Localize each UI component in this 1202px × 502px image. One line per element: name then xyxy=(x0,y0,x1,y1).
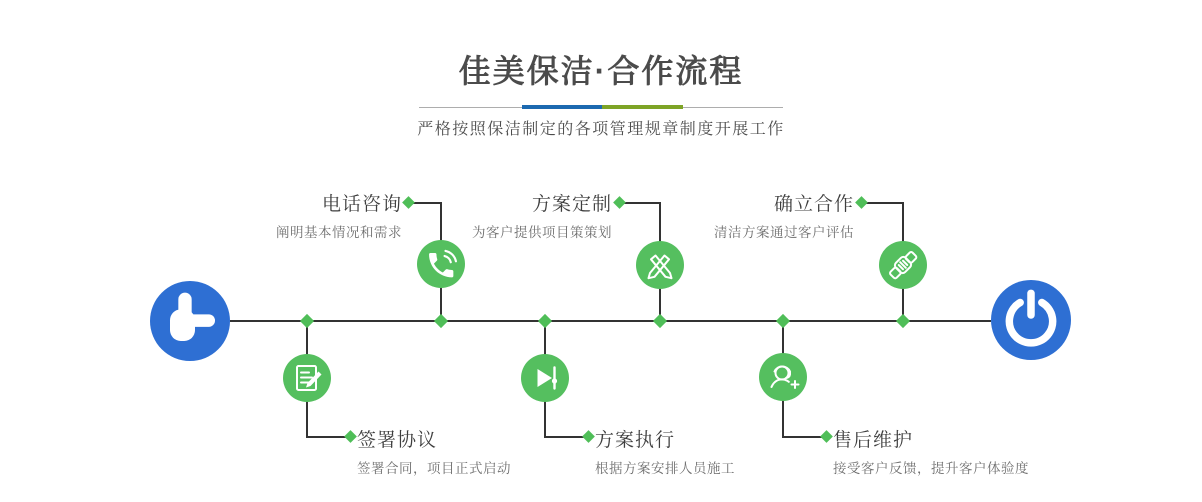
step-node xyxy=(283,354,331,402)
section-header xyxy=(0,0,1202,139)
label-diamond xyxy=(344,430,357,443)
step-title: 确立合作 xyxy=(773,194,854,215)
timeline-diamond xyxy=(538,314,552,328)
document-pen-icon xyxy=(283,354,331,402)
step-desc: 签署合同，项目正式启动 xyxy=(357,461,511,476)
step-node xyxy=(521,354,569,402)
timeline-start-node xyxy=(150,281,230,361)
timeline-diamond xyxy=(776,314,790,328)
timeline-end-node xyxy=(991,280,1071,360)
phone-icon xyxy=(417,240,465,288)
divider-green-segment xyxy=(602,105,683,109)
step-label-establish-cooperation xyxy=(714,189,854,241)
title-divider xyxy=(419,105,783,109)
step-title: 签署协议 xyxy=(357,430,438,451)
step-label-sign-agreement xyxy=(357,425,511,477)
pointing-hand-icon xyxy=(150,281,230,361)
step-label-plan-customize xyxy=(472,189,612,241)
play-slider-icon xyxy=(521,354,569,402)
timeline-diamond xyxy=(896,314,910,328)
section-subtitle: 严格按照保洁制定的各项管理规章制度开展工作 xyxy=(417,121,785,138)
connector-line xyxy=(862,202,903,204)
step-node xyxy=(759,353,807,401)
label-diamond xyxy=(855,196,868,209)
step-node xyxy=(636,241,684,289)
step-desc: 根据方案安排人员施工 xyxy=(595,461,735,476)
label-diamond xyxy=(820,430,833,443)
step-node xyxy=(879,241,927,289)
step-desc: 阐明基本情况和需求 xyxy=(276,225,402,240)
label-diamond xyxy=(613,196,626,209)
handshake-icon xyxy=(879,241,927,289)
step-node xyxy=(417,240,465,288)
timeline-diamond xyxy=(434,314,448,328)
divider-blue-segment xyxy=(522,105,602,109)
headset-plus-icon xyxy=(759,353,807,401)
step-label-phone-consult xyxy=(276,189,402,241)
power-icon xyxy=(991,280,1071,360)
timeline-main-line xyxy=(230,320,991,322)
label-diamond xyxy=(582,430,595,443)
label-diamond xyxy=(402,196,415,209)
step-label-plan-execution xyxy=(595,425,735,477)
step-title: 售后维护 xyxy=(833,430,914,451)
step-title: 方案执行 xyxy=(595,430,676,451)
timeline-diamond xyxy=(653,314,667,328)
page-title: 佳美保洁·合作流程 xyxy=(458,53,744,89)
step-title: 电话咨询 xyxy=(321,194,402,215)
step-desc: 接受客户反馈，提升客户体验度 xyxy=(833,461,1029,476)
step-title: 方案定制 xyxy=(531,194,612,215)
step-label-after-sales xyxy=(833,425,1029,477)
step-desc: 为客户提供项目策策划 xyxy=(472,225,612,240)
step-desc: 清洁方案通过客户评估 xyxy=(714,225,854,240)
timeline-diamond xyxy=(300,314,314,328)
crossed-pens-icon xyxy=(636,241,684,289)
